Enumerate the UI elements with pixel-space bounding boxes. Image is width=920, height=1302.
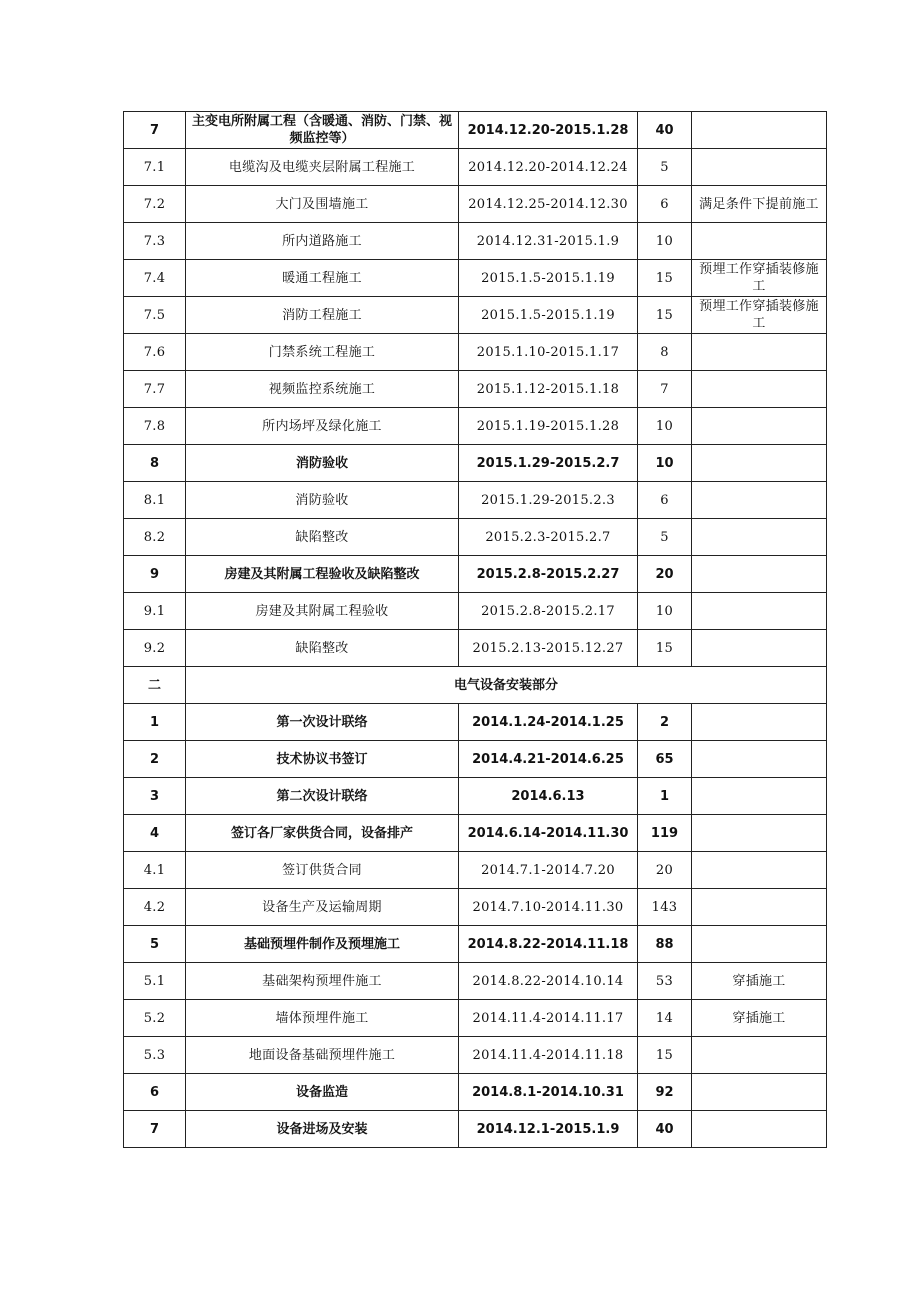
- date-range-cell: 2014.8.22-2014.11.18: [459, 926, 638, 963]
- row-number-cell: 7: [124, 112, 186, 149]
- note-cell: [692, 889, 827, 926]
- duration-cell: 20: [638, 852, 692, 889]
- date-range-cell: 2015.1.10-2015.1.17: [459, 334, 638, 371]
- row-number-cell: 7.6: [124, 334, 186, 371]
- table-row: [124, 556, 827, 593]
- date-range-cell: 2015.2.3-2015.2.7: [459, 519, 638, 556]
- date-range-cell: 2015.1.5-2015.1.19: [459, 297, 638, 334]
- table-row: [124, 593, 827, 630]
- duration-cell: 5: [638, 149, 692, 186]
- duration-cell: 119: [638, 815, 692, 852]
- date-range-cell: 2015.2.8-2015.2.27: [459, 556, 638, 593]
- section-title-cell: 电气设备安装部分: [186, 667, 827, 704]
- task-name-cell: 缺陷整改: [186, 519, 459, 556]
- task-name-cell: 门禁系统工程施工: [186, 334, 459, 371]
- duration-cell: 10: [638, 408, 692, 445]
- table-row: [124, 149, 827, 186]
- date-range-cell: 2014.12.20-2015.1.28: [459, 112, 638, 149]
- task-name-cell: 所内场坪及绿化施工: [186, 408, 459, 445]
- table-row: [124, 815, 827, 852]
- note-cell: [692, 112, 827, 149]
- row-number-cell: 7.7: [124, 371, 186, 408]
- row-number-cell: 9.1: [124, 593, 186, 630]
- task-name-cell: 设备进场及安装: [186, 1111, 459, 1148]
- row-number-cell: 8.1: [124, 482, 186, 519]
- table-row: [124, 223, 827, 260]
- row-number-cell: 7.2: [124, 186, 186, 223]
- row-number-cell: 4.1: [124, 852, 186, 889]
- duration-cell: 1: [638, 778, 692, 815]
- note-cell: [692, 334, 827, 371]
- row-number-cell: 5.3: [124, 1037, 186, 1074]
- task-name-cell: 消防工程施工: [186, 297, 459, 334]
- row-number-cell: 9.2: [124, 630, 186, 667]
- row-number-cell: 5: [124, 926, 186, 963]
- duration-cell: 8: [638, 334, 692, 371]
- row-number-cell: 7: [124, 1111, 186, 1148]
- table-row: [124, 334, 827, 371]
- task-name-cell: 房建及其附属工程验收及缺陷整改: [186, 556, 459, 593]
- task-name-cell: 第二次设计联络: [186, 778, 459, 815]
- duration-cell: 53: [638, 963, 692, 1000]
- note-cell: [692, 556, 827, 593]
- task-name-cell: 主变电所附属工程（含暖通、消防、门禁、视频监控等）: [186, 112, 459, 149]
- date-range-cell: 2014.12.1-2015.1.9: [459, 1111, 638, 1148]
- note-cell: [692, 519, 827, 556]
- table-row: [124, 445, 827, 482]
- note-cell: [692, 704, 827, 741]
- duration-cell: 6: [638, 186, 692, 223]
- table-row: [124, 297, 827, 334]
- note-cell: [692, 926, 827, 963]
- task-name-cell: 设备监造: [186, 1074, 459, 1111]
- table-row: [124, 371, 827, 408]
- table-row: [124, 186, 827, 223]
- row-number-cell: 6: [124, 1074, 186, 1111]
- table-row: [124, 667, 827, 704]
- date-range-cell: 2014.8.22-2014.10.14: [459, 963, 638, 1000]
- schedule-table: [123, 111, 827, 1148]
- task-name-cell: 签订供货合同: [186, 852, 459, 889]
- note-cell: [692, 1111, 827, 1148]
- date-range-cell: 2014.7.1-2014.7.20: [459, 852, 638, 889]
- note-cell: [692, 1074, 827, 1111]
- task-name-cell: 缺陷整改: [186, 630, 459, 667]
- duration-cell: 10: [638, 223, 692, 260]
- table-row: [124, 963, 827, 1000]
- task-name-cell: 墙体预埋件施工: [186, 1000, 459, 1037]
- note-cell: [692, 630, 827, 667]
- duration-cell: 10: [638, 593, 692, 630]
- row-number-cell: 1: [124, 704, 186, 741]
- task-name-cell: 所内道路施工: [186, 223, 459, 260]
- note-cell: [692, 815, 827, 852]
- task-name-cell: 视频监控系统施工: [186, 371, 459, 408]
- table-row: [124, 926, 827, 963]
- table-row: [124, 1074, 827, 1111]
- task-name-cell: 基础架构预埋件施工: [186, 963, 459, 1000]
- table-row: [124, 112, 827, 149]
- note-cell: [692, 149, 827, 186]
- note-cell: 满足条件下提前施工: [692, 186, 827, 223]
- task-name-cell: 暖通工程施工: [186, 260, 459, 297]
- table-row: [124, 408, 827, 445]
- note-cell: 预埋工作穿插装修施工: [692, 297, 827, 334]
- duration-cell: 92: [638, 1074, 692, 1111]
- duration-cell: 14: [638, 1000, 692, 1037]
- row-number-cell: 4.2: [124, 889, 186, 926]
- duration-cell: 65: [638, 741, 692, 778]
- duration-cell: 5: [638, 519, 692, 556]
- row-number-cell: 4: [124, 815, 186, 852]
- note-cell: [692, 778, 827, 815]
- duration-cell: 6: [638, 482, 692, 519]
- date-range-cell: 2014.12.20-2014.12.24: [459, 149, 638, 186]
- date-range-cell: 2015.1.19-2015.1.28: [459, 408, 638, 445]
- table-row: [124, 630, 827, 667]
- date-range-cell: 2015.2.8-2015.2.17: [459, 593, 638, 630]
- note-cell: 预埋工作穿插装修施工: [692, 260, 827, 297]
- task-name-cell: 房建及其附属工程验收: [186, 593, 459, 630]
- table-row: [124, 1000, 827, 1037]
- date-range-cell: 2015.2.13-2015.12.27: [459, 630, 638, 667]
- row-number-cell: 8: [124, 445, 186, 482]
- table-row: [124, 852, 827, 889]
- table-row: [124, 778, 827, 815]
- row-number-cell: 7.5: [124, 297, 186, 334]
- row-number-cell: 7.3: [124, 223, 186, 260]
- date-range-cell: 2014.11.4-2014.11.17: [459, 1000, 638, 1037]
- duration-cell: 40: [638, 1111, 692, 1148]
- duration-cell: 7: [638, 371, 692, 408]
- table-row: [124, 889, 827, 926]
- date-range-cell: 2014.1.24-2014.1.25: [459, 704, 638, 741]
- date-range-cell: 2014.4.21-2014.6.25: [459, 741, 638, 778]
- date-range-cell: 2014.12.25-2014.12.30: [459, 186, 638, 223]
- table-row: [124, 482, 827, 519]
- date-range-cell: 2014.6.13: [459, 778, 638, 815]
- date-range-cell: 2014.11.4-2014.11.18: [459, 1037, 638, 1074]
- row-number-cell: 2: [124, 741, 186, 778]
- table-row: [124, 1111, 827, 1148]
- row-number-cell: 5.2: [124, 1000, 186, 1037]
- task-name-cell: 第一次设计联络: [186, 704, 459, 741]
- duration-cell: 40: [638, 112, 692, 149]
- row-number-cell: 8.2: [124, 519, 186, 556]
- duration-cell: 10: [638, 445, 692, 482]
- task-name-cell: 基础预埋件制作及预埋施工: [186, 926, 459, 963]
- note-cell: [692, 371, 827, 408]
- date-range-cell: 2015.1.29-2015.2.3: [459, 482, 638, 519]
- table-row: [124, 1037, 827, 1074]
- table-row: [124, 260, 827, 297]
- duration-cell: 88: [638, 926, 692, 963]
- row-number-cell: 5.1: [124, 963, 186, 1000]
- note-cell: [692, 445, 827, 482]
- note-cell: [692, 741, 827, 778]
- table-row: [124, 704, 827, 741]
- task-name-cell: 技术协议书签订: [186, 741, 459, 778]
- task-name-cell: 设备生产及运输周期: [186, 889, 459, 926]
- row-number-cell: 二: [124, 667, 186, 704]
- note-cell: [692, 852, 827, 889]
- date-range-cell: 2015.1.5-2015.1.19: [459, 260, 638, 297]
- task-name-cell: 消防验收: [186, 445, 459, 482]
- date-range-cell: 2014.12.31-2015.1.9: [459, 223, 638, 260]
- task-name-cell: 消防验收: [186, 482, 459, 519]
- date-range-cell: 2015.1.29-2015.2.7: [459, 445, 638, 482]
- row-number-cell: 3: [124, 778, 186, 815]
- date-range-cell: 2014.6.14-2014.11.30: [459, 815, 638, 852]
- note-cell: [692, 1037, 827, 1074]
- task-name-cell: 电缆沟及电缆夹层附属工程施工: [186, 149, 459, 186]
- row-number-cell: 7.8: [124, 408, 186, 445]
- note-cell: 穿插施工: [692, 963, 827, 1000]
- row-number-cell: 9: [124, 556, 186, 593]
- duration-cell: 2: [638, 704, 692, 741]
- note-cell: [692, 408, 827, 445]
- task-name-cell: 地面设备基础预埋件施工: [186, 1037, 459, 1074]
- duration-cell: 20: [638, 556, 692, 593]
- duration-cell: 15: [638, 297, 692, 334]
- table-row: [124, 741, 827, 778]
- note-cell: [692, 593, 827, 630]
- table-row: [124, 519, 827, 556]
- date-range-cell: 2015.1.12-2015.1.18: [459, 371, 638, 408]
- duration-cell: 15: [638, 260, 692, 297]
- duration-cell: 143: [638, 889, 692, 926]
- task-name-cell: 签订各厂家供货合同，设备排产: [186, 815, 459, 852]
- duration-cell: 15: [638, 630, 692, 667]
- note-cell: 穿插施工: [692, 1000, 827, 1037]
- row-number-cell: 7.4: [124, 260, 186, 297]
- date-range-cell: 2014.7.10-2014.11.30: [459, 889, 638, 926]
- schedule-body: [124, 112, 827, 1148]
- note-cell: [692, 482, 827, 519]
- duration-cell: 15: [638, 1037, 692, 1074]
- row-number-cell: 7.1: [124, 149, 186, 186]
- date-range-cell: 2014.8.1-2014.10.31: [459, 1074, 638, 1111]
- note-cell: [692, 223, 827, 260]
- task-name-cell: 大门及围墙施工: [186, 186, 459, 223]
